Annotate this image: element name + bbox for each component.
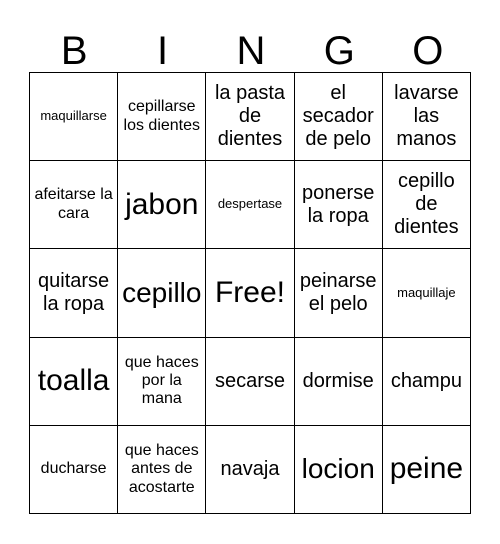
bingo-cell-r3c2[interactable]: cepillo xyxy=(118,249,206,337)
bingo-cell-r1c5[interactable]: lavarse las manos xyxy=(383,73,471,161)
bingo-cell-r3c4[interactable]: peinarse el pelo xyxy=(295,249,383,337)
bingo-cell-r4c1[interactable]: toalla xyxy=(30,338,118,426)
bingo-cell-r4c4[interactable]: dormise xyxy=(295,338,383,426)
title-letter-b: B xyxy=(60,29,88,73)
bingo-cell-r5c5[interactable]: peine xyxy=(383,426,471,514)
bingo-cell-r5c4[interactable]: locion xyxy=(295,426,383,514)
title-letter-g: G xyxy=(323,29,355,73)
bingo-cell-r2c1[interactable]: afeitarse la cara xyxy=(30,161,118,249)
bingo-cell-r5c2[interactable]: que haces antes de acostarte xyxy=(118,426,206,514)
bingo-cell-r3c3-free[interactable]: Free! xyxy=(206,249,294,337)
bingo-cell-r4c3[interactable]: secarse xyxy=(206,338,294,426)
title-letter-i: I xyxy=(157,29,169,73)
bingo-cell-r4c5[interactable]: champu xyxy=(383,338,471,426)
bingo-cell-r4c2[interactable]: que haces por la mana xyxy=(118,338,206,426)
bingo-cell-r3c1[interactable]: quitarse la ropa xyxy=(30,249,118,337)
title-letter-n: N xyxy=(236,29,266,73)
title-letter-o: O xyxy=(412,29,444,73)
bingo-cell-r1c1[interactable]: maquillarse xyxy=(30,73,118,161)
bingo-grid xyxy=(29,72,471,514)
bingo-title xyxy=(30,28,472,74)
bingo-cell-r2c3[interactable]: despertase xyxy=(206,161,294,249)
bingo-cell-r2c4[interactable]: ponerse la ropa xyxy=(295,161,383,249)
bingo-cell-r1c3[interactable]: la pasta de dientes xyxy=(206,73,294,161)
bingo-cell-r5c3[interactable]: navaja xyxy=(206,426,294,514)
bingo-cell-r2c2[interactable]: jabon xyxy=(118,161,206,249)
bingo-cell-r2c5[interactable]: cepillo de dientes xyxy=(383,161,471,249)
bingo-cell-r3c5[interactable]: maquillaje xyxy=(383,249,471,337)
bingo-cell-r5c1[interactable]: ducharse xyxy=(30,426,118,514)
bingo-cell-r1c4[interactable]: el secador de pelo xyxy=(295,73,383,161)
bingo-cell-r1c2[interactable]: cepillarse los dientes xyxy=(118,73,206,161)
